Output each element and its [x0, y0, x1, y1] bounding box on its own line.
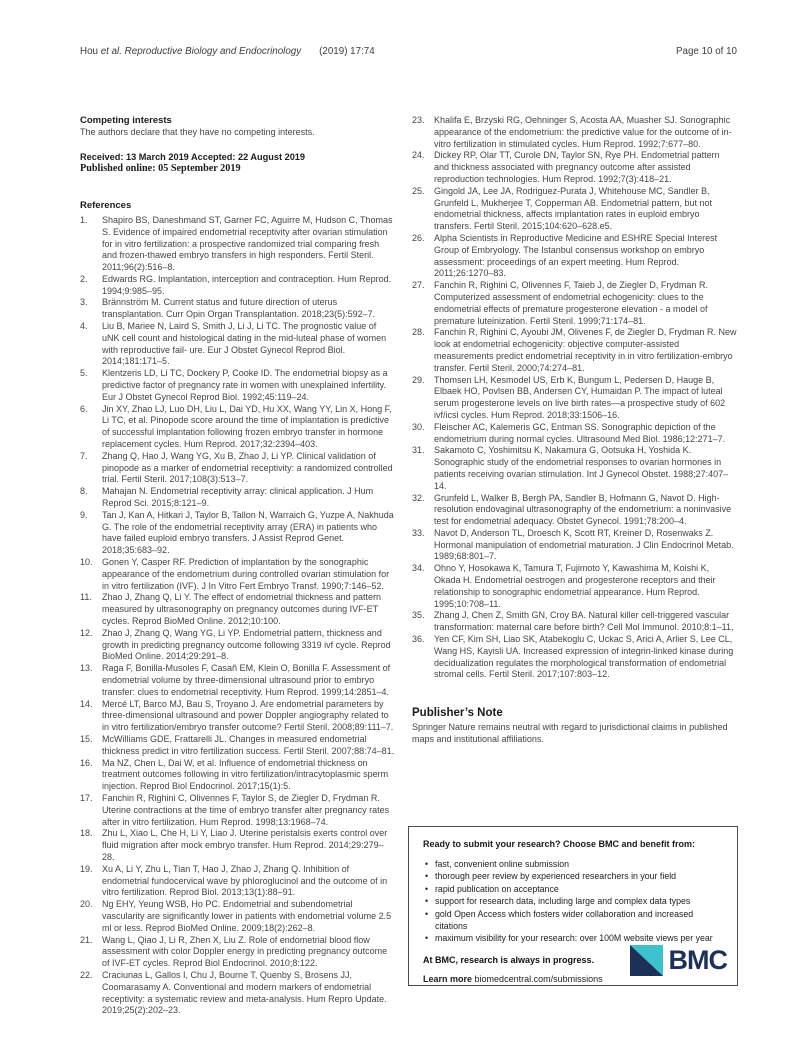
reference-item: [412, 375, 737, 422]
bmc-benefit-item: [423, 883, 723, 895]
submissions-link[interactable]: biomedcentral.com/submissions: [474, 973, 603, 984]
reference-item: [412, 493, 737, 528]
reference-text: Gingold JA, Lee JA, Rodriguez-Purata J, Whitehouse MC, Sandler B, Grunfeld L, Mukherjee T, Copperman AB. Endometrial pattern, but not endometrial thickness, affects implantation rates in euploid embryo transfers. Fertil Steril. 2015;104:620–628.e5.: [434, 185, 712, 232]
reference-text: Mercé LT, Barco MJ, Bau S, Troyano J. Are endometrial parameters by three-dimensional ultrasound and power Doppler angiography related to in vitro fertilization/embryo transfer outcome? Fertil Steril. 2008;89:111–7.: [102, 698, 394, 733]
reference-text: Thomsen LH, Kesmodel US, Erb K, Bungum L, Pedersen D, Hauge B, Elbaek HO, Povlsen BB, Andersen CY, Humaidan P. The impact of luteal serum progesterone levels on live birth rates—a prospective study of 602 ivf/icsi cycles. Hum Reprod. 2018;33:1506–16.: [434, 374, 726, 420]
reference-item: [412, 233, 737, 280]
reference-text: Ohno Y, Hosokawa K, Tamura T, Fujimoto Y, Kawashima M, Koishi K, Okada H. Endometrial oestrogen and progesterone receptors and their relationship to sonographic endometrial appearance. Hum Reprod. 1995;10:708–11.: [434, 563, 716, 609]
reference-item: [80, 699, 396, 734]
reference-text: Zhang Q, Hao J, Wang YG, Xu B, Zhao J, Li YP. Clinical validation of pinopode as a marker of endometrial receptivity: a randomized controlled trial. Fertil Steril. 2017;108(3):513–7.: [102, 450, 393, 485]
reference-item: [412, 186, 737, 233]
references-heading: References: [80, 199, 132, 211]
right-column: [412, 115, 737, 745]
reference-number: 22.: [80, 969, 93, 980]
bmc-logo: [630, 945, 728, 976]
reference-item: [80, 828, 396, 863]
reference-item: [80, 274, 396, 298]
reference-text: Klentzeris LD, Li TC, Dockery P, Cooke ID. The endometrial biopsy as a predictive factor of pregnancy rate in women with unexplained infertility. Eur J Obstet Gynecol Reprod Biol. 1992;45:119–24.: [102, 368, 388, 402]
reference-number: 35.: [412, 610, 425, 621]
reference-text: Liu B, Mariee N, Laird S, Smith J, Li J, Li TC. The prognostic value of uNK cell count and histological dating in the mid-luteal phase of women with reproductive fail- ure. Eur J Obstet Gynecol Reprod Biol. 2014;181:171–5.: [102, 321, 387, 367]
reference-number: 27.: [412, 280, 425, 291]
reference-text: Yen CF, Kim SH, Liao SK, Atabekoglu C, Uckac S, Arici A, Arlier S, Lee CL, Wang HS, Kayisli UA. Increased expression of integrin-linked kinase during decidualization regulates the morphological transformation of endometrial stromal cells. Fertil Steril. 2017;107:803–12.: [434, 634, 734, 680]
bullet-icon: •: [425, 859, 429, 869]
reference-item: [412, 150, 737, 185]
bullet-icon: •: [425, 908, 429, 919]
reference-text: Alpha Scientists in Reproductive Medicine and ESHRE Special Interest Group of Embryology. The Istanbul consensus workshop on embryo assessment: proceedings of an expert meeting. Hum Reprod. 2011;26:1270–83.: [434, 232, 718, 279]
reference-number: 25.: [412, 185, 425, 196]
reference-number: 9.: [80, 509, 88, 520]
reference-text: Ma NZ, Chen L, Dai W, et al. Influence of endometrial thickness on treatment outcomes following in vitro fertilization/intracytoplasmic sperm injection. Reprod Biol Endocrinol. 2017;15(1):5.: [102, 757, 389, 792]
reference-text: Edwards RG. Implantation, interception and contraception. Hum Reprod. 1994;9:985–95.: [102, 273, 392, 296]
reference-item: [412, 327, 737, 374]
reference-number: 19.: [80, 863, 93, 874]
reference-number: 13.: [80, 663, 93, 674]
bmc-logo-text: BMC: [668, 945, 727, 975]
reference-number: 4.: [80, 321, 88, 332]
reference-item: [80, 451, 396, 486]
bmc-benefit-item: [423, 908, 723, 933]
reference-number: 1.: [80, 214, 88, 225]
bmc-tagline: At BMC, research is always in progress.: [423, 954, 595, 965]
reference-text: Dickey RP, Olar TT, Curole DN, Taylor SN, Rye PH. Endometrial pattern and thickness associated with pregnancy outcome after assisted reproduction technologies. Hum Reprod. 1992;7(3):418–21.: [434, 150, 720, 184]
reference-item: [412, 634, 737, 681]
reference-number: 32.: [412, 492, 425, 503]
reference-item: [80, 628, 396, 663]
reference-number: 10.: [80, 557, 93, 568]
page-number: Page 10 of 10: [675, 46, 737, 57]
reference-number: 8.: [80, 486, 88, 497]
reference-text: Xu A, Li Y, Zhu L, Tian T, Hao J, Zhao J, Zhang Q. Inhibition of endometrial fundocervical wave by phloroglucinol and the outcome of in vitro fertilization. Reprod Biol. 2013;13(1):88–91.: [102, 863, 388, 898]
reference-item: [80, 758, 396, 793]
references-list-right: [412, 115, 737, 681]
bmc-box-title: Ready to submit your research? Choose BMC and benefit from:: [423, 839, 696, 849]
reference-text: Fanchin R, Righini C, Olivennes F, Taylor S, de Ziegler D, Frydman R. Uterine contractions at the time of embryo transfer alter pregnancy rates after in vitro fertilization. Hum Reprod. 1998;13:1968–74.: [102, 792, 390, 827]
reference-number: 23.: [412, 115, 425, 125]
reference-text: McWilliams GDE, Frattarelli JL. Changes in measured endometrial thickness predict in vitro fertilization success. Fertil Steril. 2007;88:74–81.: [102, 733, 395, 756]
reference-number: 5.: [80, 368, 88, 379]
bmc-promo-box: [408, 826, 738, 986]
reference-number: 18.: [80, 828, 93, 839]
publishers-note-heading: Publisher’s Note: [412, 707, 503, 720]
bmc-benefits-list: [423, 858, 723, 945]
reference-number: 24.: [412, 150, 425, 161]
reference-text: Shapiro BS, Daneshmand ST, Garner FC, Aguirre M, Hudson C, Thomas S. Evidence of impaired endometrial receptivity after ovarian stimulation for in vitro fertilization: a prospective randomized trial comparing fresh and frozen-thawed embryo transfers in high responders. Fertil Steril. 2011;96(2):516–8.: [102, 214, 393, 273]
reference-item: [80, 734, 396, 758]
bmc-benefit-text: fast, convenient online submission: [435, 859, 569, 869]
bullet-icon: •: [425, 883, 429, 894]
reference-item: [412, 563, 737, 610]
reference-text: Fanchin R, Righini C, Olivennes F, Taieb J, de Ziegler D, Frydman R. Computerized assessment of endometrial echogenicity: clues to the endometrial effects of premature progesterone elevation - a model of premature luteinization. Fertil Steril. 1999;71:174–81.: [434, 280, 708, 326]
reference-item: [80, 970, 396, 1017]
reference-item: [80, 486, 396, 510]
bmc-benefit-item: [423, 858, 723, 870]
reference-number: 16.: [80, 757, 93, 768]
reference-item: [80, 663, 396, 698]
references-list-left: [80, 215, 396, 1017]
reference-text: Wang L, Qiao J, Li R, Zhen X, Liu Z. Role of endometrial blood flow assessment with color Doppler energy in predicting pregnancy outcome of IVF-ET cycles. Reprod Biol Endocrinol. 2010;8:122.: [102, 934, 388, 969]
reference-text: Fanchin R, Righini C, Ayoubi JM, Olivenes F, de Ziegler D, Frydman R. New look at endometrial echogenicity: objective computer-assisted measurements predict endometrial receptivity in in vitro fertilization-embryo transfer. Fertil Steril. 2000;74:274–81.: [434, 327, 737, 373]
bmc-logo-icon: [630, 945, 663, 976]
reference-text: Navot D, Anderson TL, Droesch K, Scott RT, Kreiner D, Rosenwaks Z. Hormonal manipulation of endometrial maturation. J Clin Endocrinol Metab. 1989;68:801–7.: [434, 527, 734, 562]
competing-interests-body: The authors declare that they have no competing interests.: [80, 127, 315, 137]
reference-item: [412, 445, 737, 492]
reference-number: 21.: [80, 934, 93, 945]
reference-number: 30.: [412, 421, 425, 432]
reference-item: [80, 404, 396, 451]
reference-number: 12.: [80, 627, 93, 638]
reference-item: [80, 510, 396, 557]
reference-item: [80, 321, 396, 368]
reference-item: [80, 864, 396, 899]
published-online-line: Published online: 05 September 2019: [80, 163, 241, 175]
reference-text: Craciunas L, Gallos I, Chu J, Bourne T, Quenby S, Brosens JJ, Coomarasamy A. Conventional and modern markers of endometrial receptivity: a systematic review and meta-analysis. Hum Repro Update. 2019;25(2):202–23.: [102, 969, 387, 1016]
reference-text: Brännström M. Current status and future direction of uterus transplantation. Curr Opin Organ Transplantation. 2018;23(5):592–7.: [102, 297, 376, 320]
reference-item: [80, 935, 396, 970]
bullet-icon: •: [425, 871, 429, 882]
reference-number: 20.: [80, 899, 93, 910]
reference-item: [80, 215, 396, 274]
reference-number: 6.: [80, 403, 88, 414]
reference-item: [80, 592, 396, 627]
running-head-journal: et al. Reproductive Biology and Endocrinology: [100, 46, 302, 57]
reference-item: [412, 422, 737, 446]
reference-number: 2.: [80, 273, 88, 284]
reference-number: 17.: [80, 792, 93, 803]
reference-text: Gonen Y, Casper RF. Prediction of implantation by the sonographic appearance of the endometrium during controlled ovarian stimulation for in vitro fertilization (IVF). J In Vitro Fert Embryo Transf. 1990;7:146–52.: [102, 557, 390, 591]
reference-text: Zhao J, Zhang Q, Wang YG, Li YP. Endometrial pattern, thickness and growth in predicting pregnancy outcome following 3319 ivf cycle. Reprod BioMed Online. 2014;29:291–8.: [102, 627, 391, 662]
reference-item: [412, 610, 737, 634]
bullet-icon: •: [425, 933, 429, 944]
reference-text: Khalifa E, Brzyski RG, Oehninger S, Acosta AA, Muasher SJ. Sonographic appearance of the endometrium: the predictive value for the outcome of in-vitro fertilization in stimulated cycles. Hum Reprod. 1992;7:677–80.: [434, 115, 732, 149]
reference-number: 28.: [412, 327, 425, 338]
bmc-benefit-text: maximum visibility for your research: over 100M website views per year: [435, 933, 713, 944]
reference-item: [80, 899, 396, 934]
running-head-issue: (2019) 17:74: [319, 46, 375, 57]
left-column: [80, 115, 396, 1017]
reference-number: 29.: [412, 374, 425, 385]
reference-number: 34.: [412, 563, 425, 574]
bullet-icon: •: [425, 896, 429, 907]
bmc-benefit-item: [423, 932, 723, 944]
bmc-benefit-text: rapid publication on acceptance: [435, 883, 559, 894]
reference-text: Fleischer AC, Kalemeris GC, Entman SS. Sonographic depiction of the endometrium during normal cycles. Ultrasound Med Biol. 1986;12:271–7.: [434, 421, 726, 444]
running-head: [80, 46, 737, 57]
reference-number: 7.: [80, 450, 88, 461]
bmc-benefit-text: support for research data, including large and complex data types: [435, 896, 691, 907]
reference-number: 33.: [412, 527, 425, 538]
reference-text: Tan J, Kan A, Hitkari J, Taylor B, Tallon N, Warraich G, Yuzpe A, Nakhuda G. The role of the endometrial receptivity array (ERA) in patients who have failed euploid embryo transfers. J Assist Reprod Genet. 2018;35:683–92.: [102, 509, 394, 556]
reference-number: 15.: [80, 733, 93, 744]
reference-item: [412, 115, 737, 150]
reference-text: Sakamoto C, Yoshimitsu K, Nakamura G, Ootsuka H, Yoshida K. Sonographic study of the endometrial responses to ovarian hormones in patients receiving ovarian stimulation. Int J Gynecol Obstet. 1988;27:407–14.: [434, 445, 729, 491]
publishers-note-body: Springer Nature remains neutral with regard to jurisdictional claims in published maps and institutional affiliations.: [412, 722, 728, 744]
reference-number: 11.: [80, 592, 92, 603]
reference-number: 3.: [80, 297, 88, 308]
reference-text: Raga F, Bonilla-Musoles F, Casañ EM, Klein O, Bonilla F. Assessment of endometrial volume by three-dimensional ultrasound prior to embryo transfer: clues to endometrial receptivity. Hum Reprod. 1999;14:2851–4.: [102, 663, 391, 697]
reference-text: Zhang J, Chen Z, Smith GN, Croy BA. Natural killer cell-triggered vascular transformation: maternal care before birth? Cell Mol Immunol. 2010;8:1–11,: [434, 610, 734, 633]
competing-interests-heading: Competing interests: [80, 115, 172, 126]
reference-text: Mahajan N. Endometrial receptivity array: clinical application. J Hum Reprod Sci. 2015;8:121–9.: [102, 486, 374, 509]
reference-item: [80, 297, 396, 321]
bmc-benefit-item: [423, 895, 723, 907]
reference-text: Zhao J, Zhang Q, Li Y. The effect of endometrial thickness and pattern measured by ultrasonography on pregnancy outcomes during IVF-ET cycles. Reprod BioMed Online. 2012;10:100.: [102, 592, 382, 626]
reference-item: [80, 793, 396, 828]
reference-item: [80, 557, 396, 592]
reference-text: Grunfeld L, Walker B, Bergh PA, Sandler B, Hofmann G, Navot D. High-resolution endovaginal ultrasonography of the endometrium: a noninvasive test for endometrial adequacy. Obstet Gynecol. 1991;78:200–4.: [434, 492, 732, 527]
reference-number: 31.: [412, 445, 425, 456]
received-accepted-line: Received: 13 March 2019 Accepted: 22 August 2019: [80, 152, 306, 163]
running-head-author: Hou: [80, 46, 98, 57]
reference-number: 36.: [412, 634, 425, 645]
learn-more-label: Learn more: [423, 973, 473, 984]
bmc-benefit-text: thorough peer review by experienced researchers in your field: [435, 871, 677, 882]
bmc-benefit-item: [423, 870, 723, 882]
reference-number: 14.: [80, 698, 93, 709]
reference-text: Zhu L, Xiao L, Che H, Li Y, Liao J. Uterine peristalsis exerts control over fluid migration after mock embryo transfer. Hum Reprod. 2014;29:279–28.: [102, 828, 388, 862]
reference-item: [412, 280, 737, 327]
bmc-benefit-text: gold Open Access which fosters wider collaboration and increased citations: [435, 908, 694, 932]
reference-text: Ng EHY, Yeung WSB, Ho PC. Endometrial and subendometrial vascularity are significantly lower in patients with endometrial volume 2.5 ml or less. Reprod BioMed Online. 2009;18(2):262–8.: [102, 899, 392, 933]
reference-item: [412, 528, 737, 563]
reference-number: 26.: [412, 232, 425, 243]
reference-item: [80, 368, 396, 403]
reference-text: Jin XY, Zhao LJ, Luo DH, Liu L, Dai YD, Hu XX, Wang YY, Lin X, Hong F, Li TC, et al. Pinopode score around the time of implantation is predictive of successful implantation following frozen embryo transfer in hormone replacement cycles. Hum Reprod. 2017;32:2394–403.: [102, 403, 392, 450]
